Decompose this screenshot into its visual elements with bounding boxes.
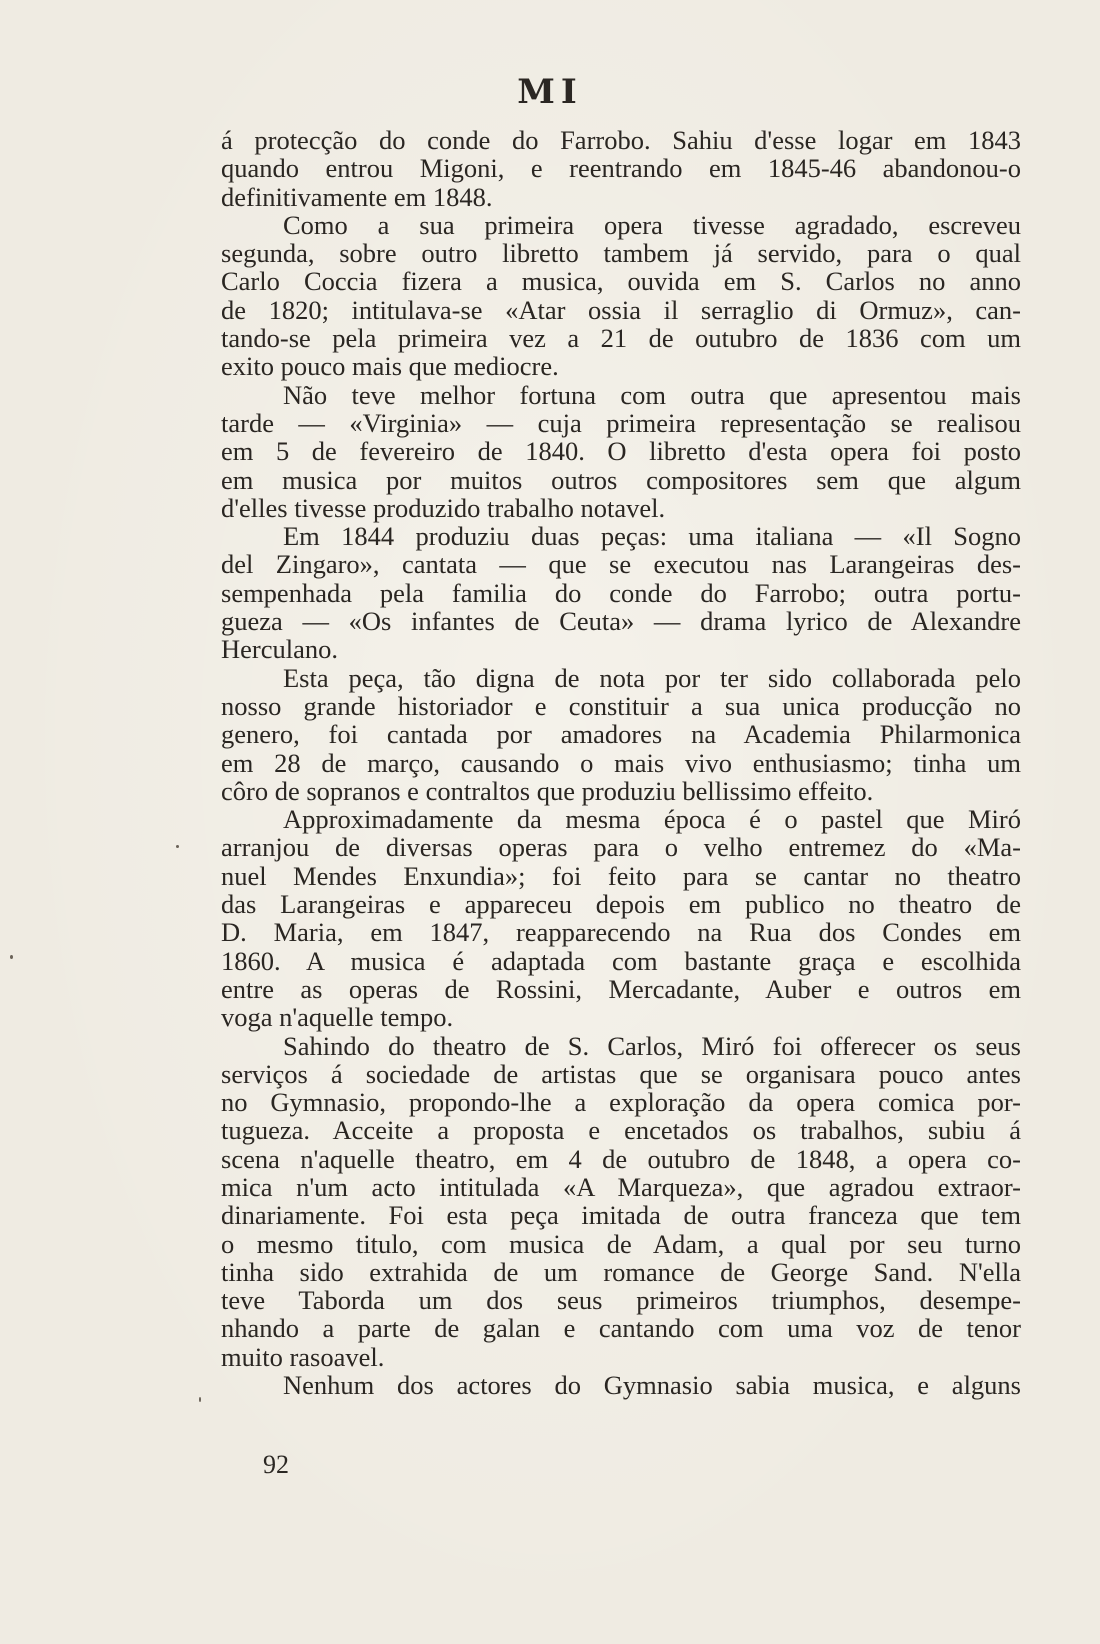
text-line: o mesmo titulo, com musica de Adam, a qual por seu turno	[221, 1228, 1021, 1259]
text-line: nosso grande historiador e constituir a sua unica producção no	[221, 690, 1021, 721]
text-line: em 28 de março, causando o mais vivo enthusiasmo; tinha um	[221, 747, 1021, 778]
text-line: Não teve melhor fortuna com outra que apresentou mais	[283, 379, 1021, 410]
text-line: Sahindo do theatro de S. Carlos, Miró foi offerecer os seus	[283, 1030, 1021, 1061]
text-line: genero, foi cantada por amadores na Academia Philarmonica	[221, 719, 1021, 750]
text-line: das Larangeiras e appareceu depois em publico no theatro de	[221, 889, 1021, 920]
text-line: Carlo Coccia fizera a musica, ouvida em S. Carlos no anno	[221, 266, 1021, 297]
text-line: segunda, sobre outro libretto tambem já servido, para o qual	[221, 238, 1021, 269]
text-line: gueza — «Os infantes de Ceuta» — drama lyrico de Alexandre	[221, 606, 1021, 637]
text-line: Herculano.	[221, 634, 338, 665]
text-line: Como a sua primeira opera tivesse agradado, escreveu	[283, 209, 1021, 240]
text-line: tugueza. Acceite a proposta e encetados os trabalhos, subiu á	[221, 1115, 1021, 1146]
text-line: Nenhum dos actores do Gymnasio sabia musica, e alguns	[283, 1370, 1021, 1401]
text-line: Em 1844 produziu duas peças: uma italiana — «Il Sogno	[283, 521, 1021, 552]
text-line: entre as operas de Rossini, Mercadante, Auber e outros em	[221, 973, 1021, 1004]
running-head: MI	[517, 72, 583, 112]
text-line: scena n'aquelle theatro, em 4 de outubro de 1848, a opera co-	[221, 1143, 1021, 1174]
text-line: côro de sopranos e contraltos que produziu bellissimo effeito.	[221, 775, 874, 806]
text-line: dinariamente. Foi esta peça imitada de outra franceza que tem	[221, 1200, 1021, 1231]
text-line: em musica por muitos outros compositores sem que algum	[221, 464, 1021, 495]
text-line: quando entrou Migoni, e reentrando em 1845-46 abandonou-o	[221, 153, 1021, 184]
text-line: d'elles tivesse produzido trabalho notavel.	[221, 492, 666, 523]
text-line: nuel Mendes Enxundia»; foi feito para se cantar no theatro	[221, 860, 1021, 891]
text-line: tando-se pela primeira vez a 21 de outubro de 1836 com um	[221, 323, 1021, 354]
text-line: á protecção do conde do Farrobo. Sahiu d'esse logar em 1843	[221, 125, 1021, 155]
paper-speck	[10, 955, 13, 959]
text-line: exito pouco mais que mediocre.	[221, 351, 559, 382]
page-number: 92	[263, 1450, 289, 1479]
text-line: arranjou de diversas operas para o velho entremez do «Ma-	[221, 832, 1021, 863]
text-line: sempenhada pela familia do conde do Farrobo; outra portu-	[221, 577, 1021, 608]
text-line: tarde — «Virginia» — cuja primeira representação se realisou	[221, 407, 1021, 438]
text-line: serviços á sociedade de artistas que se organisara pouco antes	[221, 1058, 1021, 1089]
text-line: 1860. A musica é adaptada com bastante graça e escolhida	[221, 945, 1021, 976]
text-line: voga n'aquelle tempo.	[221, 1002, 454, 1033]
text-line: definitivamente em 1848.	[221, 181, 493, 212]
paper-speck	[199, 1397, 201, 1402]
text-line: Approximadamente da mesma época é o pastel que Miró	[283, 804, 1021, 835]
text-line: teve Taborda um dos seus primeiros triumphos, desempe-	[221, 1285, 1021, 1316]
text-line: nhando a parte de galan e cantando com uma voz de tenor	[221, 1313, 1021, 1344]
text-line: em 5 de fevereiro de 1840. O libretto d'esta opera foi posto	[221, 436, 1021, 467]
text-line: del Zingaro», cantata — que se executou nas Larangeiras des-	[221, 549, 1021, 580]
text-line: D. Maria, em 1847, reapparecendo na Rua dos Condes em	[221, 917, 1021, 948]
text-line: Esta peça, tão digna de nota por ter sido collaborada pelo	[283, 662, 1021, 693]
paper-speck	[176, 845, 179, 848]
text-line: de 1820; intitulava-se «Atar ossia il serraglio di Ormuz», can-	[221, 294, 1021, 325]
text-line: muito rasoavel.	[221, 1341, 385, 1372]
text-line: mica n'um acto intitulada «A Marqueza», que agradou extraor-	[221, 1171, 1021, 1202]
text-line: tinha sido extrahida de um romance de George Sand. N'ella	[221, 1256, 1021, 1287]
body-text	[221, 126, 1021, 1399]
text-line: no Gymnasio, propondo-lhe a exploração da opera comica por-	[221, 1087, 1021, 1118]
